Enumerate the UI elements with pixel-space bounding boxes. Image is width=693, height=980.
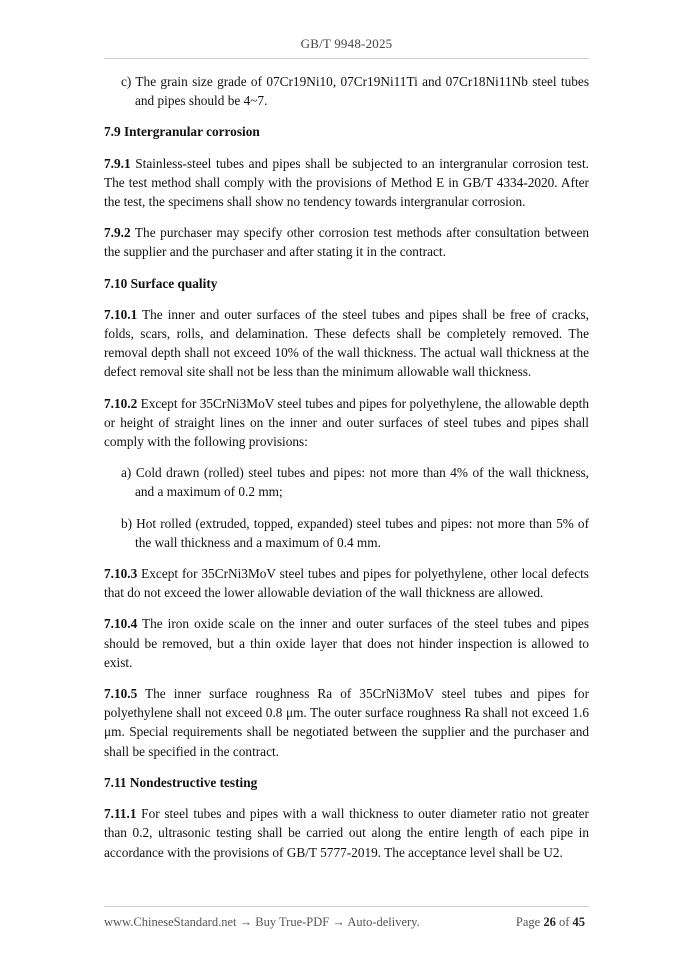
clause-number: 7.10.2 [104,395,138,411]
section-heading-7-10: 7.10 Surface quality [104,275,218,291]
paragraph-7-9-1 [104,154,589,212]
paragraph-7-10-2 [104,394,589,452]
list-item-a: a) Cold drawn (rolled) steel tubes and pipes: not more than 4% of the wall thickness, and a maximum of 0.2 mm; [121,465,589,500]
clause-number: 7.10.3 [104,566,138,582]
page-label: Page [515,915,541,929]
clause-text: Except for 35CrNi3MoV steel tubes and pipes for polyethylene, other local defects that do not exceed the lower allowable deviation of the wall thickness are allowed. [104,566,589,601]
paragraph-7-10-3 [104,564,589,602]
paragraph-7-10-1 [104,305,589,382]
page-number [516,915,585,930]
current-page: 26 [543,915,556,929]
header-divider [104,58,589,59]
paragraph-7-11-1 [104,804,589,862]
list-item-b: b) Hot rolled (extruded, topped, expanded) steel tubes and pipes: not more than 5% of the wall thickness and a maximum of 0.4 mm. [121,515,589,550]
clause-number: 7.9.1 [104,155,131,171]
clause-text: The iron oxide scale on the inner and outer surfaces of the steel tubes and pipes should be removed, but a thin oxide layer that does not hinder inspection is allowed to exist. [104,616,589,670]
clause-text: Stainless-steel tubes and pipes shall be subjected to an intergranular corrosion test. The test method shall comply with the provisions of Method E in GB/T 4334-2020. After the test, the specimens shall show no tendency towards intergranular corrosion. [104,155,589,210]
clause-number: 7.11.1 [104,806,137,822]
site-link[interactable]: www.ChineseStandard.net [104,915,237,929]
clause-number: 7.9.2 [104,225,131,241]
clause-text: The inner surface roughness Ra of 35CrNi3MoV steel tubes and pipes for polyethylene shall not exceed 0.8 μm. The outer surface roughness Ra shall not exceed 1.6 μm. Special requirements shall be negotiated between the supplier and the purchaser and shall be specified in the contract. [104,686,589,759]
document-body [104,72,589,874]
clause-text: Except for 35CrNi3MoV steel tubes and pipes for polyethylene, the allowable depth or height of straight lines on the inner and outer surfaces of steel tubes and pipes shall comply with the following provisions: [104,395,589,450]
clause-number: 7.10.4 [104,616,138,632]
footer-divider [104,906,589,907]
of-label: of [558,915,570,929]
section-heading-7-11: 7.11 Nondestructive testing [104,774,258,790]
clause-text: The purchaser may specify other corrosion test methods after consultation between the supplier and the purchaser and after stating it in the contract. [104,225,589,260]
arrow-right-icon: → [239,915,253,929]
footer-promo [104,915,420,930]
paragraph-7-9-2 [104,223,589,261]
section-heading-7-9: 7.9 Intergranular corrosion [104,124,260,140]
page-header: GB/T 9948-2025 [300,36,393,51]
clause-text: The inner and outer surfaces of the steel tubes and pipes shall be free of cracks, folds, scars, rolls, and delamination. These defects shall be completely removed. The removal depth shall not exceed 10% of the wall thickness. The actual wall thickness at the defect removal site shall not be less than the minimum allowable wall thickness. [104,306,589,380]
paragraph-7-10-5 [104,684,589,761]
paragraph-7-10-4 [104,614,589,672]
clause-text: For steel tubes and pipes with a wall thickness to outer diameter ratio not greater than 0.2, ultrasonic testing shall be carried out along the entire length of each pipe in accordance with the provisions of GB/T 5777-2019. The acceptance level shall be U2. [104,806,589,860]
total-pages: 45 [572,915,585,929]
clause-number: 7.10.1 [104,306,138,322]
list-item-c: c) The grain size grade of 07Cr19Ni10, 07Cr19Ni11Ti and 07Cr18Ni11Nb steel tubes and pipes should be 4~7. [121,74,589,109]
buy-link[interactable]: Buy True-PDF [255,915,330,929]
arrow-right-icon: → [332,915,345,929]
delivery-text: Auto-delivery. [347,915,420,929]
clause-number: 7.10.5 [104,686,138,702]
